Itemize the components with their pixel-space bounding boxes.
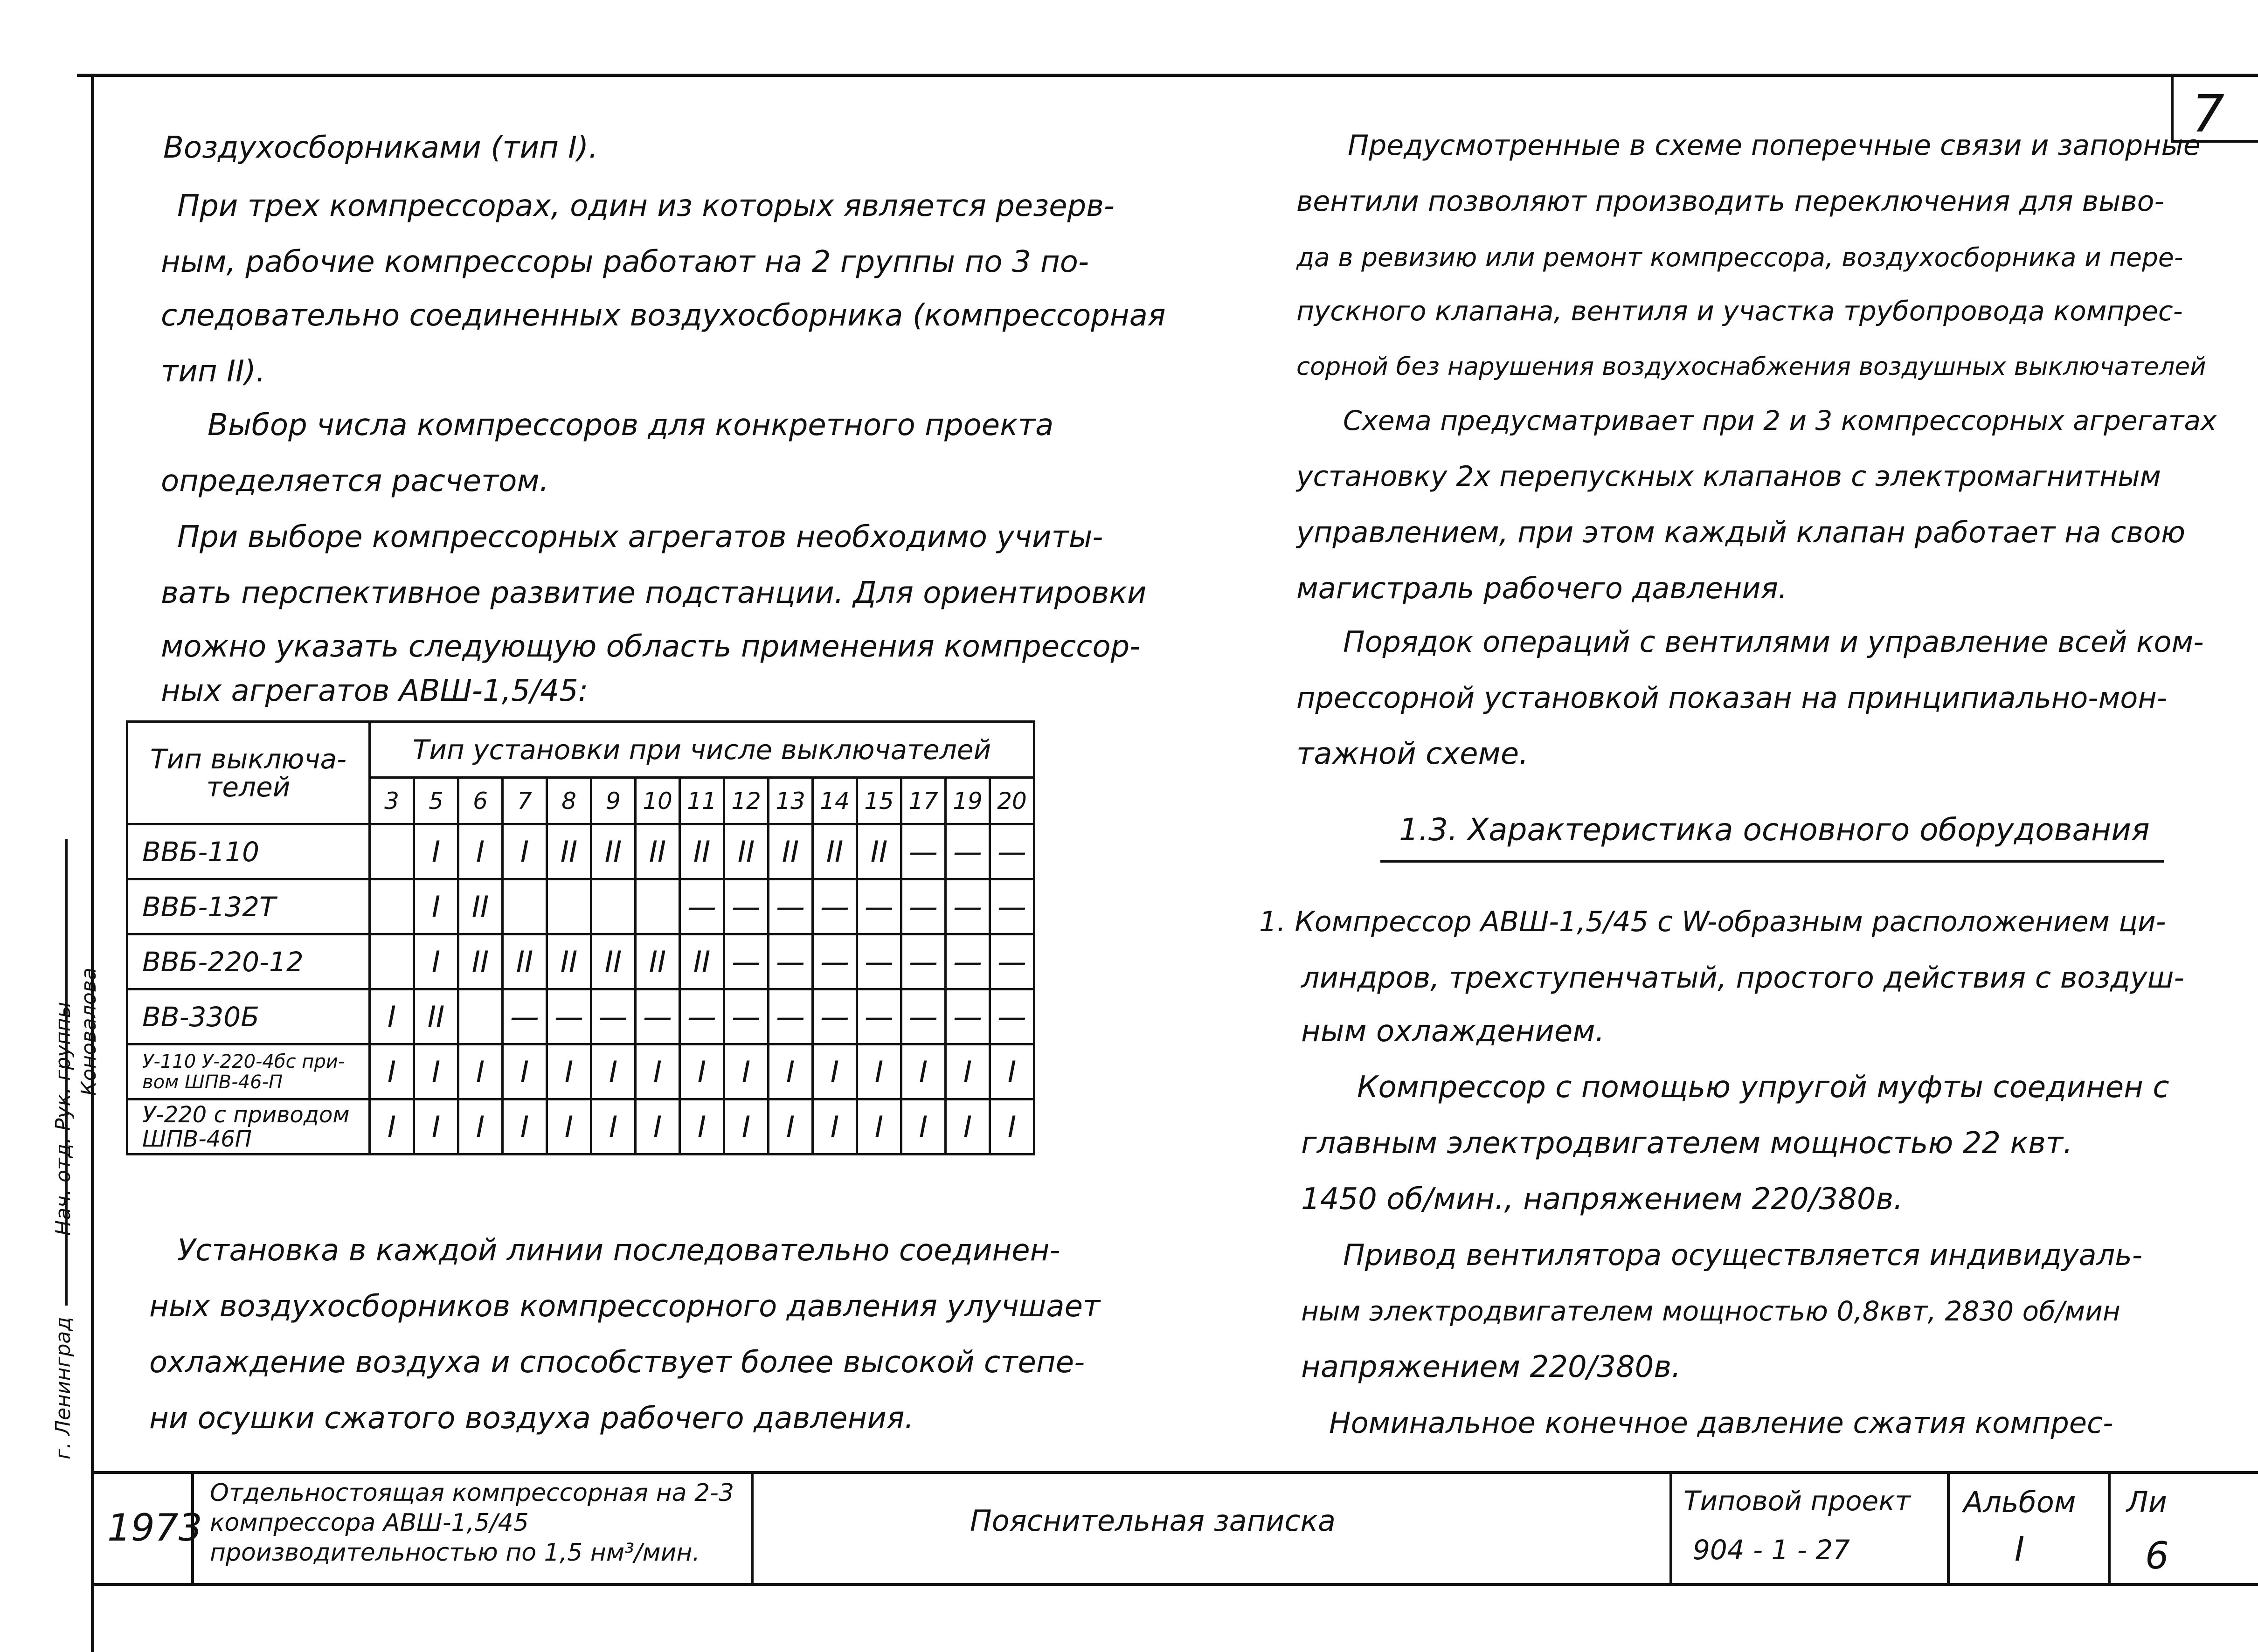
left-line-5: тип II). — [161, 354, 266, 389]
right-line2-4: Компрессор с помощью упругой муфты соединен с — [1357, 1070, 2169, 1105]
cell: — — [591, 989, 636, 1044]
table-row — [127, 824, 1034, 879]
stamp-bottom — [91, 1583, 2258, 1586]
cell: I — [724, 1099, 769, 1154]
right-line2-9: напряжением 220/380в. — [1301, 1350, 1681, 1384]
cell: — — [680, 989, 724, 1044]
left-line-11: ных агрегатов АВШ-1,5/45: — [161, 674, 589, 708]
cell: I — [680, 1099, 724, 1154]
section-heading: 1.3. Характеристика основного оборудования — [1399, 812, 2150, 848]
cell: I — [946, 1044, 990, 1099]
cell: — — [946, 989, 990, 1044]
cell: I — [414, 879, 458, 934]
cell: — — [946, 824, 990, 879]
left-line-7: определяется расчетом. — [161, 464, 549, 498]
left-line-10: можно указать следующую область применения компрессор- — [161, 629, 1141, 664]
cell: — — [769, 934, 813, 989]
cell: II — [591, 934, 636, 989]
stamp-div-4 — [1947, 1471, 1950, 1586]
cell: I — [813, 1044, 857, 1099]
cell: — — [636, 989, 680, 1044]
count-cell: 17 — [901, 778, 946, 824]
switch-table — [126, 720, 1035, 1155]
cell: I — [857, 1044, 901, 1099]
table-row — [127, 1099, 1034, 1154]
count-cell: 14 — [813, 778, 857, 824]
cell: I — [547, 1099, 591, 1154]
left-after-3: охлаждение воздуха и способствует более высокой степе- — [149, 1345, 1085, 1380]
cell: I — [990, 1044, 1034, 1099]
cell: II — [591, 824, 636, 879]
page-number: 7 — [2192, 84, 2224, 144]
row-name: ВВБ-132Т — [127, 879, 370, 934]
cell: — — [769, 989, 813, 1044]
table-row — [127, 879, 1034, 934]
right-line-8: управлением, при этом каждый клапан работает на свою — [1296, 515, 2186, 549]
cell: I — [458, 1099, 503, 1154]
cell: I — [591, 1044, 636, 1099]
cell: II — [857, 824, 901, 879]
cell: — — [990, 989, 1034, 1044]
cell: I — [591, 1099, 636, 1154]
cell: I — [680, 1044, 724, 1099]
cell: I — [503, 824, 547, 879]
cell: — — [901, 934, 946, 989]
cell: I — [414, 1044, 458, 1099]
right-line-12: тажной схеме. — [1296, 737, 1529, 771]
cell: I — [503, 1044, 547, 1099]
cell: I — [946, 1099, 990, 1154]
cell: I — [414, 934, 458, 989]
cell: — — [901, 989, 946, 1044]
cell: I — [636, 1099, 680, 1154]
cell: II — [636, 824, 680, 879]
cell: — — [990, 879, 1034, 934]
stamp-doc: Пояснительная записка — [970, 1504, 1336, 1538]
header-switch-type: Тип выключа- телей — [127, 722, 370, 824]
row-name: У-220 с приводом ШПВ-46П — [127, 1099, 370, 1154]
table-row — [127, 1044, 1034, 1099]
cell: I — [857, 1099, 901, 1154]
cell: I — [769, 1044, 813, 1099]
stamp-album-value: I — [2015, 1529, 2025, 1569]
stamp-div-3 — [1669, 1471, 1672, 1586]
right-line2-2: линдров, трехступенчатый, простого действия с воздуш- — [1301, 961, 2184, 995]
cell: — — [857, 989, 901, 1044]
left-line-4: следовательно соединенных воздухосборника (компрессорная — [161, 298, 1166, 333]
header-install-type: Тип установки при числе выключателей — [370, 722, 1034, 778]
heading-underline — [1380, 860, 2164, 863]
count-cell: 11 — [680, 778, 724, 824]
cell: I — [813, 1099, 857, 1154]
count-cell: 19 — [946, 778, 990, 824]
cell: — — [724, 989, 769, 1044]
cell — [591, 879, 636, 934]
right-line2-6: 1450 об/мин., напряжением 220/380в. — [1301, 1182, 1903, 1217]
left-line-2: При трех компрессорах, один из которых является резерв- — [177, 189, 1115, 223]
count-cell: 7 — [503, 778, 547, 824]
cell: I — [724, 1044, 769, 1099]
right-line-1: Предусмотренные в схеме поперечные связи и запорные — [1348, 129, 2201, 162]
cell — [370, 824, 414, 879]
row-name: ВВ-330Б — [127, 989, 370, 1044]
stamp-project-label: Типовой проект — [1683, 1485, 1911, 1517]
cell: I — [901, 1044, 946, 1099]
cell: I — [458, 1044, 503, 1099]
right-line2-8: ным электродвигателем мощностью 0,8квт, 2830 об/мин — [1301, 1295, 2120, 1327]
cell: I — [901, 1099, 946, 1154]
count-cell: 12 — [724, 778, 769, 824]
left-after-4: ни осушки сжатого воздуха рабочего давления. — [149, 1401, 914, 1436]
cell: II — [547, 934, 591, 989]
cell — [370, 879, 414, 934]
stamp-div-5 — [2108, 1471, 2111, 1586]
cell: II — [458, 879, 503, 934]
cell: II — [458, 934, 503, 989]
cell — [370, 934, 414, 989]
cell: II — [813, 824, 857, 879]
cell: — — [857, 934, 901, 989]
right-line-9: магистраль рабочего давления. — [1296, 571, 1787, 605]
cell: II — [680, 824, 724, 879]
cell: II — [636, 934, 680, 989]
stamp-album-label: Альбом — [1963, 1485, 2076, 1519]
left-line-8: При выборе компрессорных агрегатов необходимо учиты- — [177, 520, 1103, 554]
cell: — — [813, 989, 857, 1044]
cell: — — [813, 934, 857, 989]
cell: II — [503, 934, 547, 989]
right-line-5: сорной без нарушения воздухоснабжения воздушных выключателей — [1296, 353, 2206, 381]
cell: — — [680, 879, 724, 934]
cell: II — [414, 989, 458, 1044]
cell: I — [769, 1099, 813, 1154]
count-cell: 8 — [547, 778, 591, 824]
cell: II — [769, 824, 813, 879]
cell: — — [503, 989, 547, 1044]
right-line-7: установку 2х перепускных клапанов с электромагнитным — [1296, 460, 2161, 493]
cell: — — [857, 879, 901, 934]
right-line2-3: ным охлаждением. — [1301, 1014, 1605, 1049]
left-line-9: вать перспективное развитие подстанции. Для ориентировки — [161, 576, 1147, 610]
left-after-2: ных воздухосборников компрессорного давления улучшает — [149, 1289, 1101, 1324]
right-line-4: пускного клапана, вентиля и участка трубопровода компрес- — [1296, 295, 2183, 327]
cell: — — [946, 934, 990, 989]
cell: I — [636, 1044, 680, 1099]
margin-city: г. Ленинград — [51, 1317, 75, 1459]
count-cell: 3 — [370, 778, 414, 824]
stamp-sheet-value: 6 — [2145, 1534, 2169, 1577]
cell: I — [414, 1099, 458, 1154]
cell: — — [990, 934, 1034, 989]
count-cell: 20 — [990, 778, 1034, 824]
cell: — — [547, 989, 591, 1044]
count-cell: 15 — [857, 778, 901, 824]
cell — [547, 879, 591, 934]
left-line-1: Воздухосборниками (тип I). — [163, 131, 598, 165]
left-line-3: ным, рабочие компрессоры работают на 2 группы по 3 по- — [161, 245, 1089, 279]
count-cell: 5 — [414, 778, 458, 824]
cell: — — [769, 879, 813, 934]
cell: I — [370, 1099, 414, 1154]
cell: I — [370, 1044, 414, 1099]
cell: — — [901, 824, 946, 879]
right-line-6: Схема предусматривает при 2 и 3 компрессорных агрегатах — [1343, 405, 2217, 436]
cell: I — [990, 1099, 1034, 1154]
cell: — — [724, 879, 769, 934]
stamp-div-2 — [751, 1471, 754, 1586]
margin-line2: Коновалова — [77, 968, 101, 1096]
right-line2-1: 1. Компрессор АВШ-1,5/45 с W-образным расположением ци- — [1259, 905, 2166, 938]
cell: I — [503, 1099, 547, 1154]
right-line2-7: Привод вентилятора осуществляется индивидуаль- — [1343, 1238, 2143, 1272]
stamp-project-code: 904 - 1 - 27 — [1693, 1534, 1850, 1566]
count-cell: 10 — [636, 778, 680, 824]
top-border — [77, 74, 2258, 77]
cell: — — [901, 879, 946, 934]
cell: I — [458, 824, 503, 879]
cell: I — [414, 824, 458, 879]
margin-line1: Нач. отд. Рук. группы — [51, 1002, 75, 1236]
cell — [503, 879, 547, 934]
count-cell: 9 — [591, 778, 636, 824]
stamp-title: Отдельностоящая компрессорная на 2-3 компрессора АВШ-1,5/45 производительностью по 1,5 нм³/мин. — [210, 1479, 734, 1567]
right-line-2: вентили позволяют производить переключения для выво- — [1296, 185, 2165, 218]
cell: II — [724, 824, 769, 879]
right-line2-5: главным электродвигателем мощностью 22 квт. — [1301, 1126, 2073, 1161]
cell: II — [547, 824, 591, 879]
right-line-10: Порядок операций с вентилями и управление всей ком- — [1343, 625, 2204, 659]
table-row — [127, 934, 1034, 989]
right-line2-10: Номинальное конечное давление сжатия компрес- — [1329, 1406, 2113, 1440]
count-cell: 13 — [769, 778, 813, 824]
cell: — — [946, 879, 990, 934]
cell: I — [547, 1044, 591, 1099]
stamp-top — [91, 1471, 2258, 1474]
left-border — [91, 74, 94, 1652]
stamp-sheet-label: Ли — [2126, 1485, 2167, 1519]
cell: I — [370, 989, 414, 1044]
row-name: ВВБ-110 — [127, 824, 370, 879]
right-line-11: прессорной установкой показан на принципиально-мон- — [1296, 681, 2168, 715]
cell: — — [813, 879, 857, 934]
cell — [636, 879, 680, 934]
right-line-3: да в ревизию или ремонт компрессора, воздухосборника и пере- — [1296, 242, 2183, 272]
stamp-year: 1973 — [107, 1506, 202, 1549]
cell: — — [724, 934, 769, 989]
cell: II — [680, 934, 724, 989]
cell — [458, 989, 503, 1044]
left-line-6: Выбор числа компрессоров для конкретного проекта — [208, 408, 1054, 442]
table-row — [127, 989, 1034, 1044]
row-name: ВВБ-220-12 — [127, 934, 370, 989]
left-after-1: Установка в каждой линии последовательно соединен- — [177, 1233, 1060, 1268]
cell: — — [990, 824, 1034, 879]
row-name: У-110 У-220-4бс при-вом ШПВ-46-П — [127, 1044, 370, 1099]
count-cell: 6 — [458, 778, 503, 824]
